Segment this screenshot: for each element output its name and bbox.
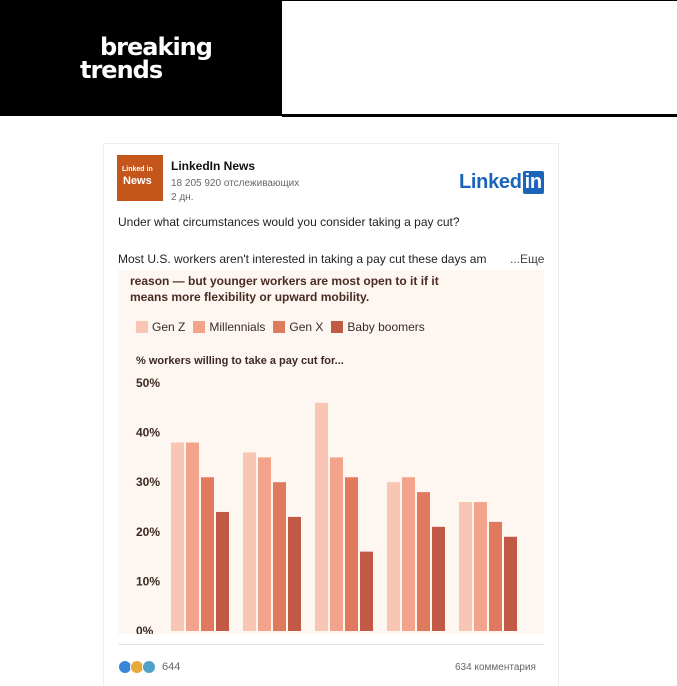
- bar-gen-x: [489, 522, 502, 631]
- bar-gen-z: [387, 482, 400, 631]
- avatar-small-text: Linked in: [122, 166, 153, 173]
- linkedin-logo-box: in: [524, 171, 542, 193]
- y-tick-label: 20%: [136, 524, 161, 539]
- linkedin-logo-word: Linked: [459, 171, 522, 193]
- y-tick-label: 40%: [136, 425, 161, 440]
- legend-gen-x: [273, 320, 323, 334]
- bar-gen-x: [273, 482, 286, 631]
- comment-count[interactable]: 634 комментария: [455, 662, 536, 673]
- y-tick-label: 30%: [136, 475, 161, 490]
- bar-millennials: [402, 477, 415, 631]
- legend-swatch: [136, 321, 148, 333]
- reaction-count: 644: [162, 661, 181, 673]
- follower-count: 18 205 920 отслеживающих: [171, 178, 300, 189]
- y-tick-label: 10%: [136, 574, 161, 589]
- author-name[interactable]: LinkedIn News: [171, 159, 256, 173]
- bar-millennials: [258, 457, 271, 631]
- legend-label: Gen Z: [152, 320, 186, 334]
- legend-millennials: [193, 320, 265, 334]
- footer-divider: [118, 644, 544, 645]
- curious-reaction-icon: [142, 660, 156, 674]
- bar-baby-boomers: [216, 512, 229, 631]
- bar-millennials: [330, 457, 343, 631]
- bar-gen-x: [417, 492, 430, 631]
- bar-gen-z: [459, 502, 472, 631]
- brand-word-1: breaking: [100, 33, 212, 61]
- bar-gen-z: [315, 403, 328, 631]
- linkedin-news-avatar[interactable]: [117, 155, 163, 201]
- legend-swatch: [331, 321, 343, 333]
- see-more-link[interactable]: ...Еще: [510, 252, 545, 266]
- bar-gen-x: [345, 477, 358, 631]
- banner-bottom-rule: [282, 114, 677, 117]
- bar-baby-boomers: [288, 517, 301, 631]
- bar-baby-boomers: [432, 527, 445, 631]
- bar-chart: [118, 370, 544, 634]
- chart-subtitle-line-1: reason — but younger workers are most open to it if it: [130, 274, 439, 288]
- chart-subtitle: [130, 273, 439, 305]
- post-body-text: Most U.S. workers aren't interested in taking a pay cut these days am: [118, 252, 487, 266]
- legend-baby-boomers: [331, 320, 424, 334]
- chart-legend: [136, 320, 425, 334]
- legend-label: Gen X: [289, 320, 324, 334]
- legend-swatch: [273, 321, 285, 333]
- bar-baby-boomers: [360, 552, 373, 631]
- bar-gen-z: [171, 443, 184, 631]
- reactions-summary[interactable]: [118, 660, 180, 674]
- post-question: Under what circumstances would you consider taking a pay cut?: [118, 215, 460, 229]
- linkedin-logo: [459, 171, 544, 194]
- legend-label: Millennials: [209, 320, 266, 334]
- legend-gen-z: [136, 320, 185, 334]
- y-axis-title: % workers willing to take a pay cut for...: [136, 355, 344, 367]
- chart-subtitle-line-2: means more flexibility or upward mobility.: [130, 290, 370, 304]
- bar-gen-x: [201, 477, 214, 631]
- y-tick-label: 0%: [136, 624, 154, 634]
- brand-word-2: trends: [80, 56, 163, 84]
- banner-top-rule: [282, 0, 677, 1]
- legend-swatch: [193, 321, 205, 333]
- y-tick-label: 50%: [136, 376, 161, 390]
- bar-gen-z: [243, 452, 256, 631]
- bar-baby-boomers: [504, 537, 517, 631]
- legend-label: Baby boomers: [347, 320, 425, 334]
- bar-millennials: [186, 443, 199, 631]
- bar-millennials: [474, 502, 487, 631]
- post-time: 2 дн.: [171, 192, 194, 203]
- avatar-news-text: News: [123, 175, 152, 187]
